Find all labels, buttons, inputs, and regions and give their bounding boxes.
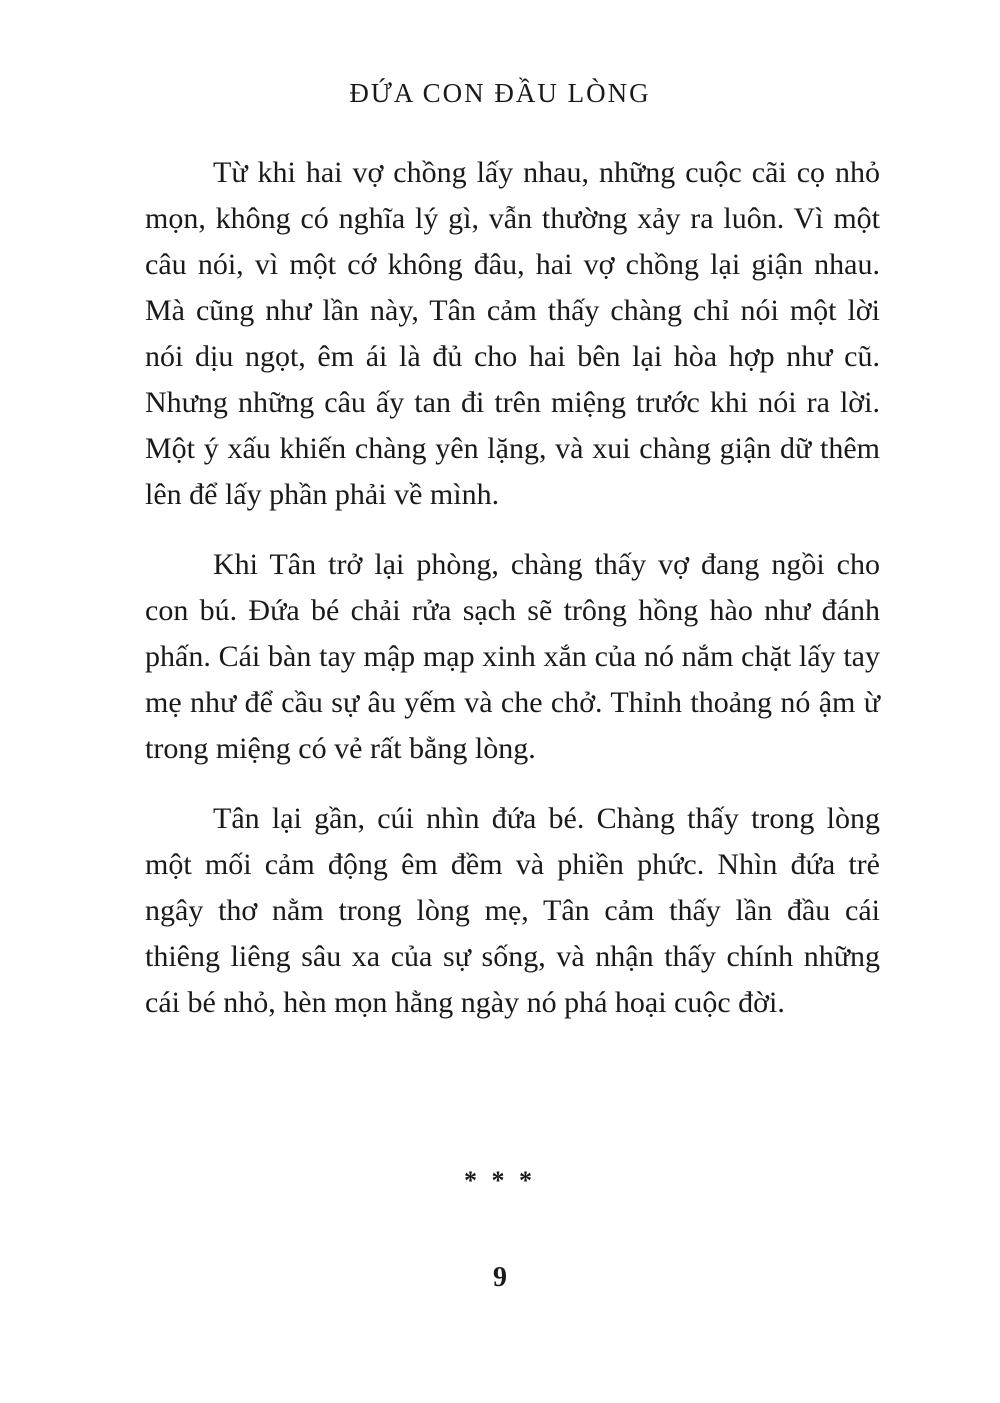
section-separator: * * * xyxy=(464,1166,536,1195)
body-text xyxy=(145,150,880,1050)
paragraph: Tân lại gần, cúi nhìn đứa bé. Chàng thấy trong lòng một mối cảm động êm đềm và phiền phức. Nhìn đứa trẻ ngây thơ nằm trong lòng mẹ, Tân cảm thấy lần đầu cái thiêng liêng sâu xa của sự sống, và nhận thấy chính những cái bé nhỏ, hèn mọn hằng ngày nó phá hoại cuộc đời. xyxy=(145,802,880,1019)
running-header: ĐỨA CON ĐẦU LÒNG xyxy=(349,78,651,108)
paragraph: Khi Tân trở lại phòng, chàng thấy vợ đang ngồi cho con bú. Đứa bé chải rửa sạch sẽ trông hồng hào như đánh phấn. Cái bàn tay mập mạp xinh xắn của nó nắm chặt lấy tay mẹ như để cầu sự âu yếm và che chở. Thỉnh thoảng nó ậm ừ trong miệng có vẻ rất bằng lòng. xyxy=(145,548,880,765)
page-number: 9 xyxy=(493,1262,507,1293)
paragraph: Từ khi hai vợ chồng lấy nhau, những cuộc cãi cọ nhỏ mọn, không có nghĩa lý gì, vẫn thường xảy ra luôn. Vì một câu nói, vì một cớ không đâu, hai vợ chồng lại giận nhau. Mà cũng như lần này, Tân cảm thấy chàng chỉ nói một lời nói dịu ngọt, êm ái là đủ cho hai bên lại hòa hợp như cũ. Nhưng những câu ấy tan đi trên miệng trước khi nói ra lời. Một ý xấu khiến chàng yên lặng, và xui chàng giận dữ thêm lên để lấy phần phải về mình. xyxy=(145,156,880,511)
